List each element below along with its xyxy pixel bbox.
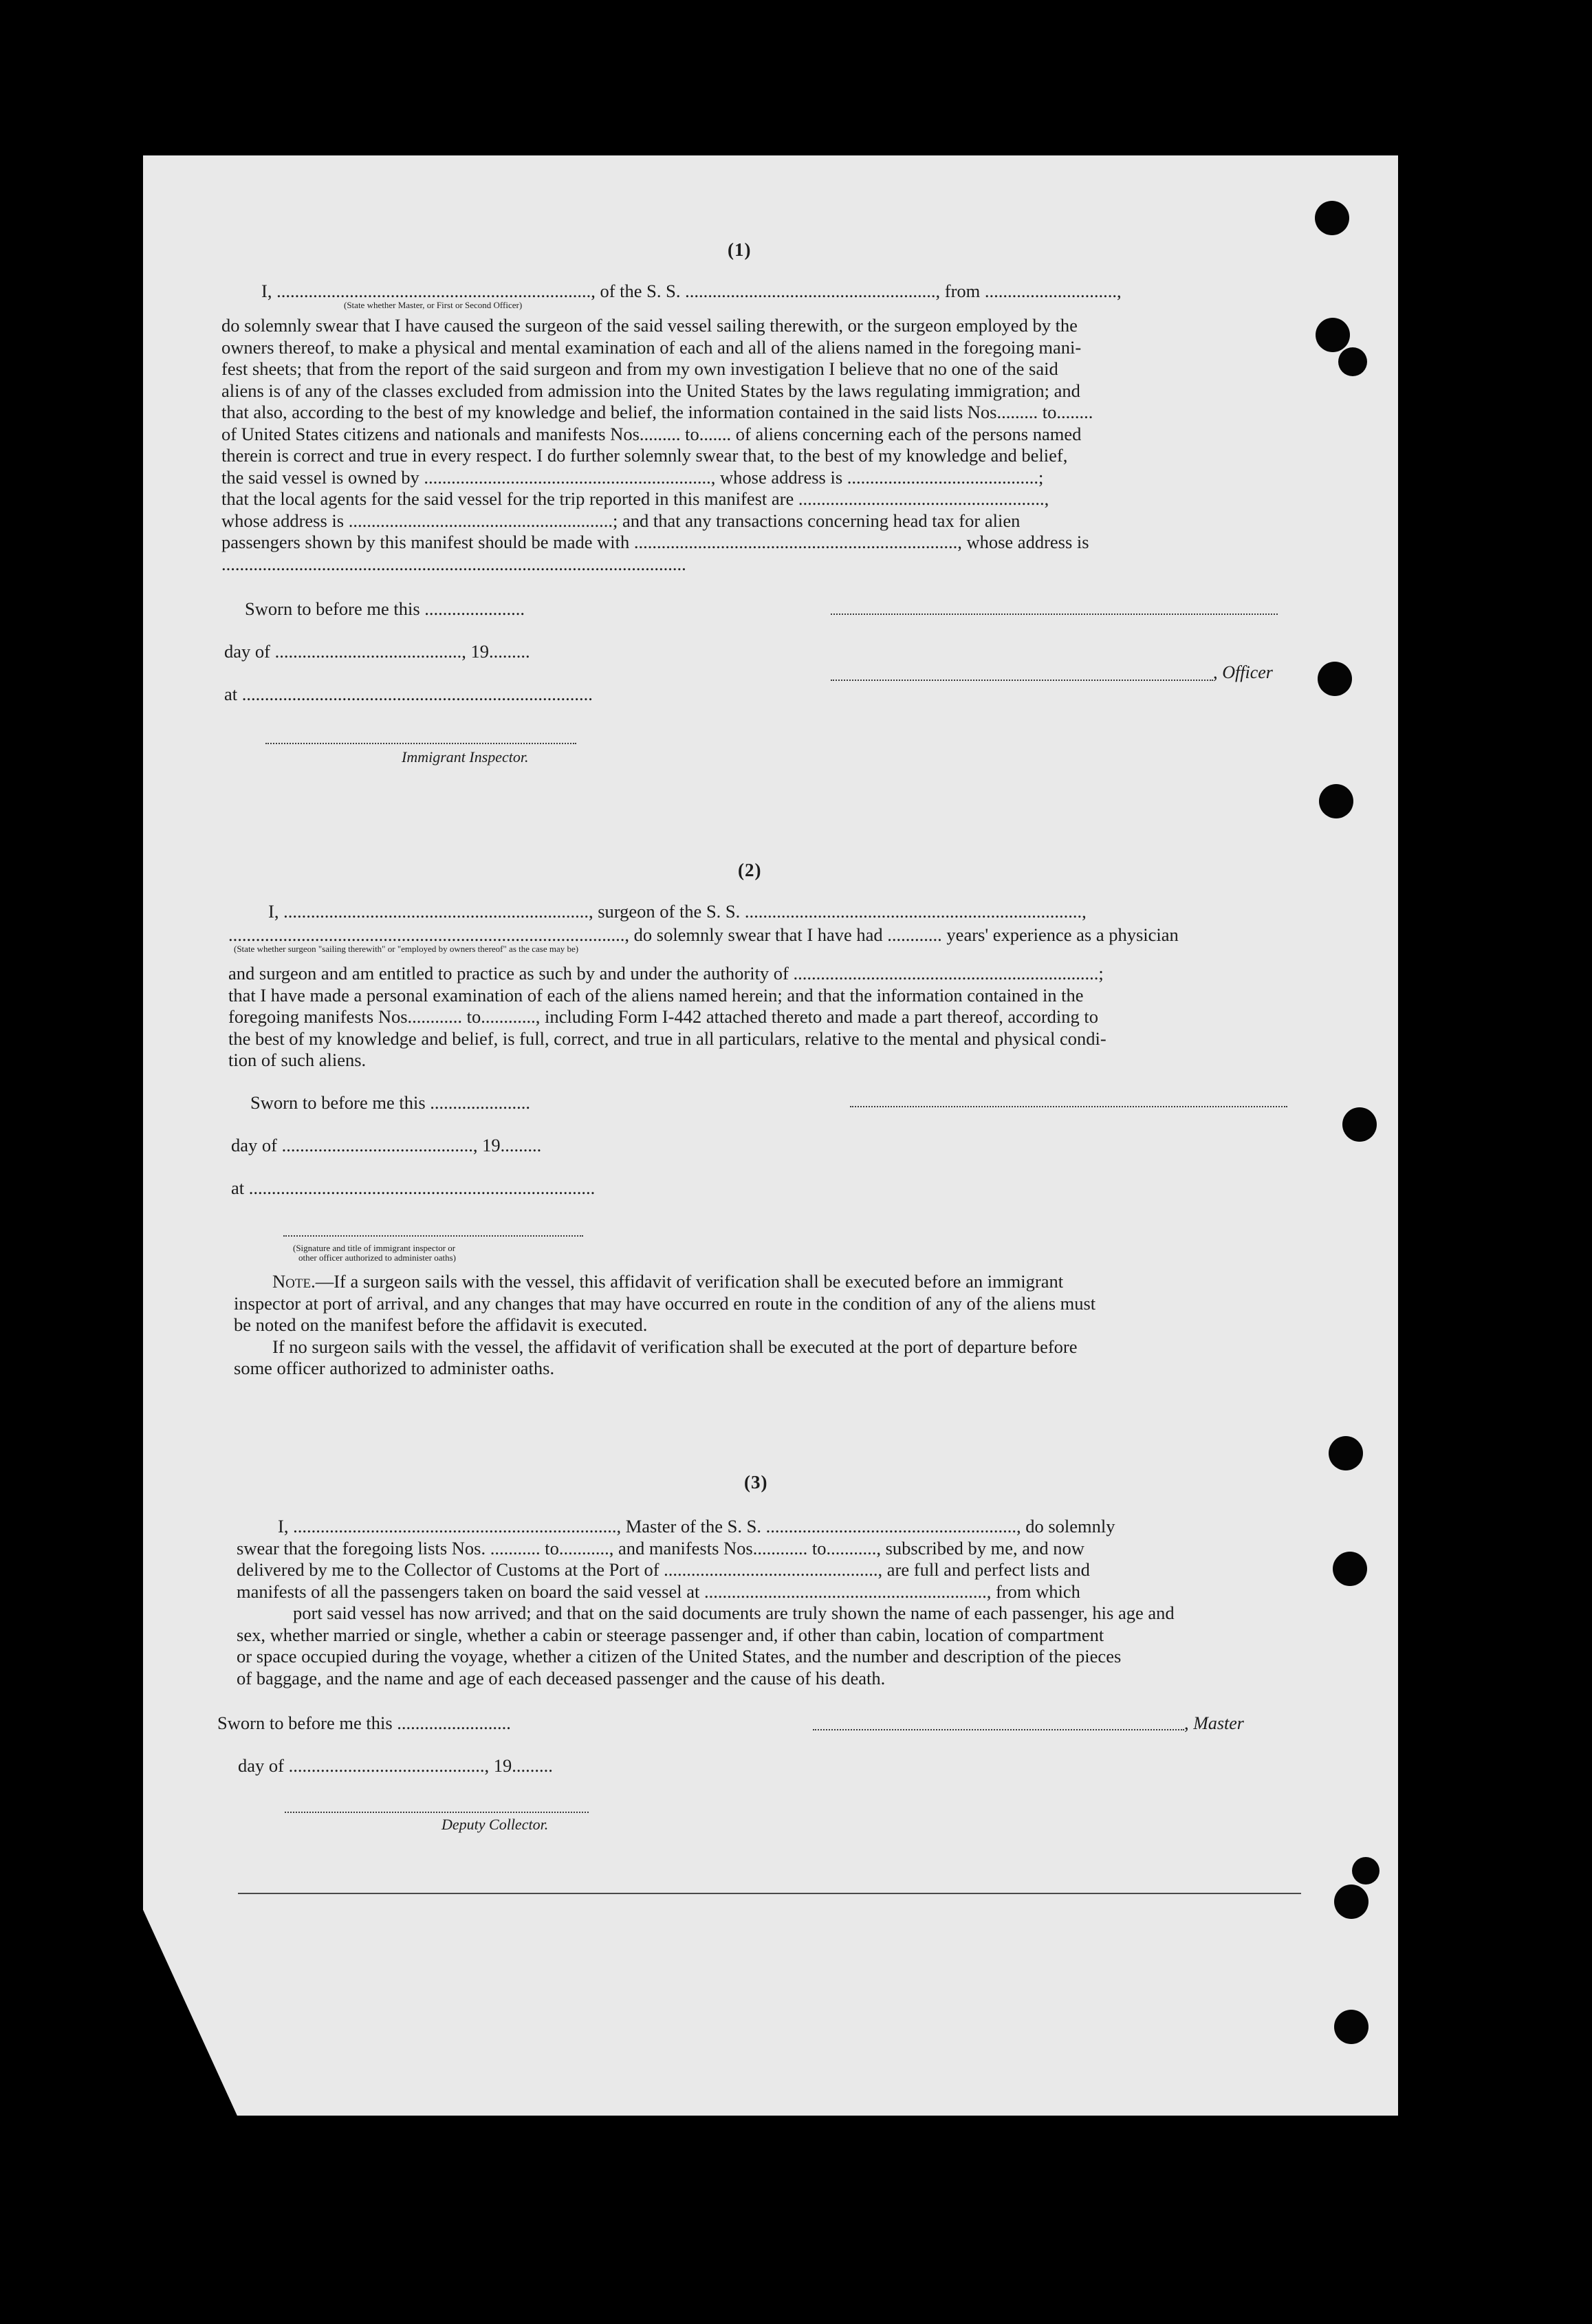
body-line: foregoing manifests Nos............ to............, including Form I-442 attached thereto and made a part thereof, according to bbox=[228, 1006, 1099, 1027]
body-line: or space occupied during the voyage, whether a citizen of the United States, and the number and description of the pieces bbox=[237, 1646, 1122, 1666]
body-line: manifests of all the passengers taken on board the said vessel at .............................................................., from which bbox=[237, 1581, 1080, 1602]
body-line: aliens is of any of the classes excluded from admission into the United States by the laws regulating immigration; and bbox=[221, 380, 1080, 401]
body-line: of baggage, and the name and age of each deceased passenger and the cause of his death. bbox=[237, 1667, 886, 1688]
punch-hole bbox=[1319, 784, 1353, 818]
section-1-officer-label: , Officer bbox=[1213, 662, 1273, 682]
punch-hole bbox=[1342, 1107, 1377, 1142]
signature-line bbox=[831, 613, 1278, 615]
section-2-day: day of .........................................., 19......... bbox=[231, 1135, 542, 1155]
signature-line bbox=[831, 680, 1213, 681]
note-line: some officer authorized to administer oaths. bbox=[234, 1358, 555, 1378]
note-line: inspector at port of arrival, and any changes that may have occurred en route in the condition of any of the aliens must bbox=[234, 1292, 1096, 1314]
section-2-body bbox=[228, 963, 1289, 1072]
note-line: be noted on the manifest before the affidavit is executed. bbox=[234, 1314, 648, 1335]
section-2-line: I, ..................................................................., surgeon of the S. S. .........................................................................., bbox=[268, 901, 1087, 922]
section-3-collector: Deputy Collector. bbox=[441, 1816, 549, 1833]
body-line: swear that the foregoing lists Nos. ........... to..........., and manifests Nos............ to..........., subscribed by me, and now bbox=[237, 1537, 1084, 1559]
body-line: delivered by me to the Collector of Customs at the Port of ..............................................., are full and perfect lists and bbox=[237, 1559, 1090, 1580]
section-2-note bbox=[234, 1271, 1293, 1380]
punch-hole bbox=[1318, 662, 1352, 696]
section-1-at: at ............................................................................. bbox=[224, 684, 593, 704]
signature-line bbox=[265, 743, 576, 744]
body-line: fest sheets; that from the report of the said surgeon and from my own investigation I believe that no one of the said bbox=[221, 358, 1058, 379]
signature-line bbox=[813, 1729, 1184, 1730]
body-line: owners thereof, to make a physical and mental examination of each and all of the aliens named in the foregoing mani- bbox=[221, 336, 1082, 358]
signature-line bbox=[283, 1235, 583, 1237]
signature-line bbox=[285, 1812, 589, 1813]
officer-title: Officer bbox=[1222, 662, 1273, 682]
section-3-sworn: Sworn to before me this ......................... bbox=[217, 1713, 511, 1733]
section-1-sworn: Sworn to before me this ...................... bbox=[245, 598, 525, 619]
punch-hole bbox=[1334, 2010, 1369, 2044]
section-3-number: (3) bbox=[744, 1472, 768, 1492]
section-2-sig-caption: other officer authorized to administer oaths) bbox=[298, 1252, 456, 1263]
body-line: passengers shown by this manifest should be made with ......................................................................., whose address is bbox=[221, 532, 1089, 552]
body-line: tion of such aliens. bbox=[228, 1050, 367, 1070]
section-1-inspector: Immigrant Inspector. bbox=[402, 748, 529, 765]
note-label: Note. bbox=[272, 1271, 316, 1292]
section-1-caption: (State whether Master, or First or Second Officer) bbox=[344, 300, 523, 310]
bottom-rule bbox=[238, 1893, 1301, 1894]
note-text: —If a surgeon sails with the vessel, this affidavit of verification shall be executed before an immigrant bbox=[315, 1271, 1064, 1292]
section-1-line: I, ....................................................................., of the S. S. ......................................................., from ............................., bbox=[261, 281, 1122, 301]
section-3-day: day of ..........................................., 19......... bbox=[238, 1755, 553, 1776]
signature-line bbox=[850, 1106, 1287, 1107]
body-line: that also, according to the best of my knowledge and belief, the information contained in the said lists Nos......... to........ bbox=[221, 402, 1093, 422]
body-line: that the local agents for the said vessel for the trip reported in this manifest are ......................................................, bbox=[221, 488, 1049, 509]
body-line: the best of my knowledge and belief, is full, correct, and true in all particulars, relative to the mental and physical condi- bbox=[228, 1028, 1106, 1049]
body-line: therein is correct and true in every respect. I do further solemnly swear that, to the best of my knowledge and belief, bbox=[221, 445, 1068, 466]
body-line: the said vessel is owned by ..............................................................., whose address is ..........................................; bbox=[221, 466, 1044, 488]
section-1-first-line bbox=[261, 281, 1279, 303]
punch-hole bbox=[1316, 318, 1350, 352]
section-3-body bbox=[237, 1516, 1300, 1689]
body-line: I, ......................................................................., Master of the S. S. ......................................................., do solemnly bbox=[278, 1516, 1115, 1536]
section-2-second-line bbox=[228, 924, 1289, 946]
body-line: whose address is ..........................................................; and that any transactions concerning head tax for alien bbox=[221, 510, 1021, 531]
section-1-number: (1) bbox=[728, 239, 752, 260]
master-title: Master bbox=[1193, 1713, 1244, 1733]
section-2-number: (2) bbox=[738, 860, 762, 880]
section-2-at: at ............................................................................ bbox=[231, 1177, 596, 1198]
punch-hole bbox=[1338, 347, 1367, 376]
body-line: do solemnly swear that I have caused the surgeon of the said vessel sailing therewith, or the surgeon employed by the bbox=[221, 315, 1078, 336]
section-3-master-label: , Master bbox=[1184, 1713, 1244, 1733]
section-2-line: ......................................................................................., do solemnly swear that I have had ............ years' experience as a physician bbox=[228, 924, 1179, 945]
section-2-first-lines bbox=[268, 901, 1286, 923]
note-line bbox=[234, 1271, 1293, 1293]
body-line: and surgeon and am entitled to practice as such by and under the authority of ...................................................................; bbox=[228, 963, 1104, 984]
section-2-sig-caption: (Signature and title of immigrant inspector or bbox=[293, 1243, 456, 1253]
body-line: of United States citizens and nationals and manifests Nos......... to....... of aliens concerning each of the persons named bbox=[221, 423, 1082, 444]
body-line: port said vessel has now arrived; and that on the said documents are truly shown the name of each passenger, his age and bbox=[293, 1603, 1175, 1623]
punch-hole bbox=[1352, 1857, 1380, 1885]
section-2-sworn: Sworn to before me this ...................... bbox=[250, 1092, 531, 1113]
punch-hole bbox=[1333, 1552, 1367, 1586]
body-line: ...................................................................................................... bbox=[221, 553, 686, 574]
section-1-day: day of ........................................., 19......... bbox=[224, 641, 530, 662]
punch-hole bbox=[1329, 1436, 1363, 1470]
punch-hole bbox=[1315, 201, 1349, 235]
note-line: If no surgeon sails with the vessel, the affidavit of verification shall be executed at the port of departure before bbox=[272, 1336, 1078, 1357]
section-2-caption: (State whether surgeon "sailing therewith" or "employed by owners thereof" as the case may be) bbox=[234, 944, 579, 954]
body-line: sex, whether married or single, whether a cabin or steerage passenger and, if other than cabin, location of compartment bbox=[237, 1624, 1104, 1645]
section-1-body bbox=[221, 315, 1282, 575]
body-line: that I have made a personal examination of each of the aliens named herein; and that the information contained in the bbox=[228, 984, 1084, 1006]
punch-hole bbox=[1334, 1885, 1369, 1919]
